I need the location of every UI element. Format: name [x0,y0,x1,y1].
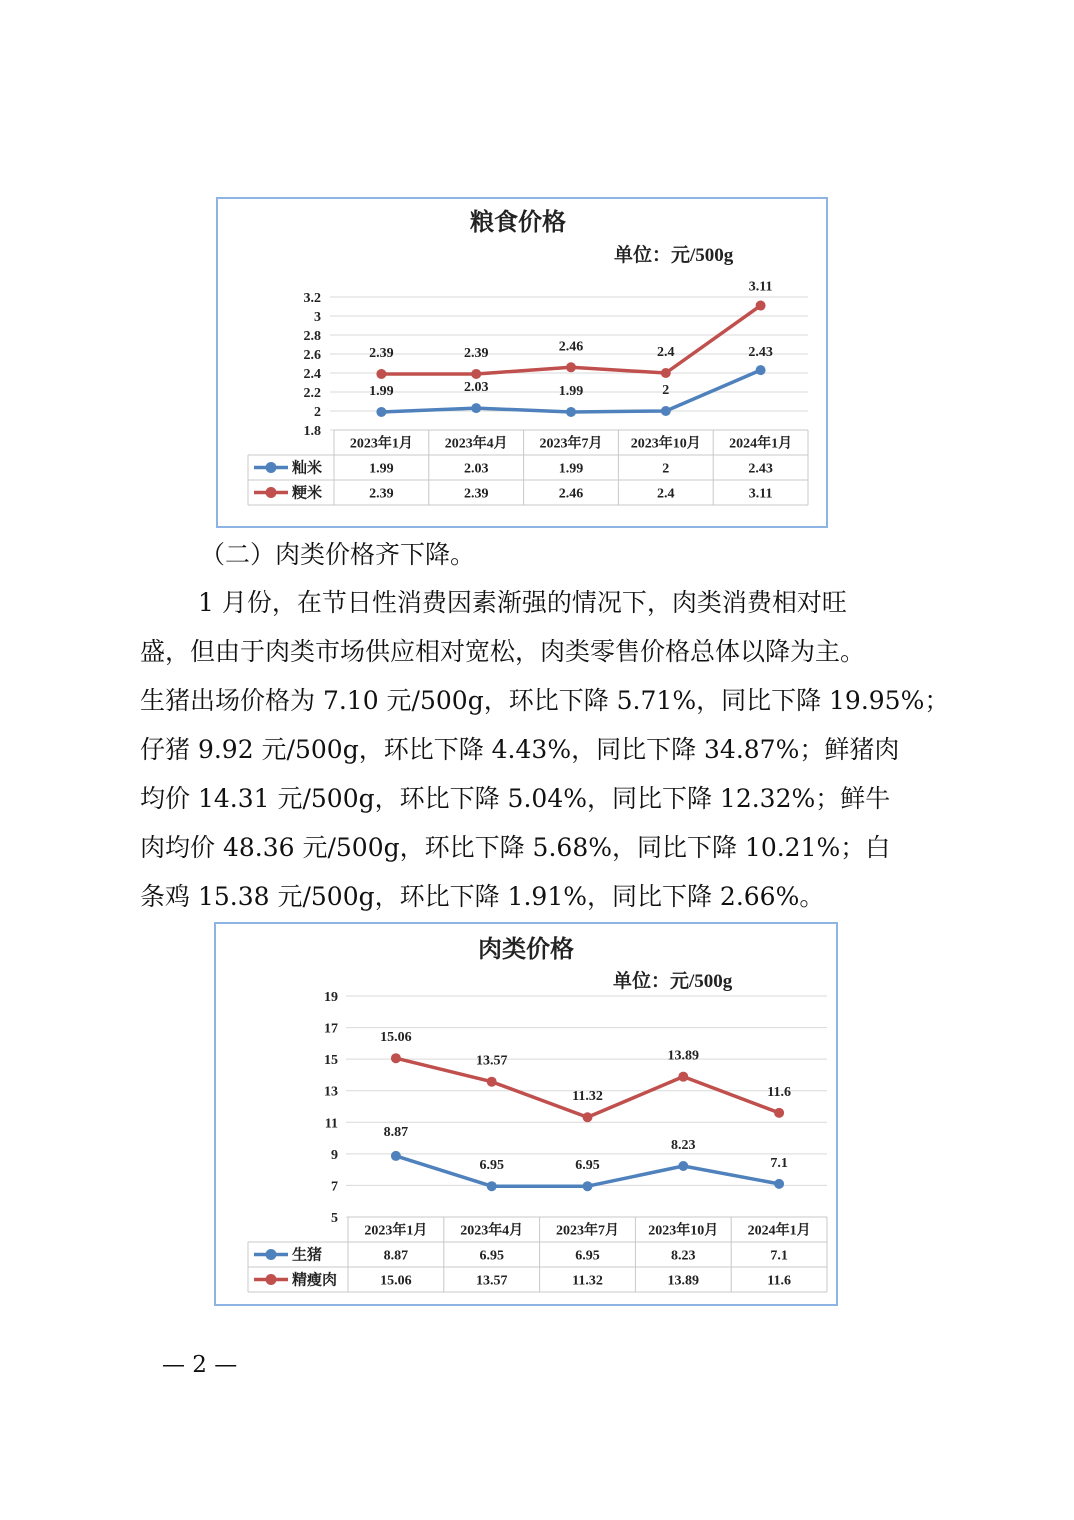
legend-marker [266,1274,277,1285]
paragraph-line: 生猪出场价格为 7.10 元/500g，环比下降 5.71%，同比下降 19.95%； [140,686,950,715]
y-tick-label: 11 [324,1116,338,1132]
y-tick-label: 2.4 [303,367,321,382]
table-cell: 8.23 [671,1248,696,1264]
data-point [678,1161,688,1171]
data-point [487,1077,497,1087]
data-label: 2.39 [463,345,489,361]
data-point [661,406,671,416]
table-cell: 11.32 [572,1273,603,1289]
data-label: 1.99 [369,383,394,399]
y-tick-label: 9 [331,1147,338,1163]
y-tick-label: 2.8 [303,329,321,344]
data-label: 2 [662,383,670,398]
legend-marker [266,1249,277,1260]
legend-marker [266,462,277,473]
table-cell: 2.39 [369,486,394,502]
meat-price-chart [214,922,838,1306]
chart-title: 粮食价格 [470,210,566,236]
table-cell: 15.06 [380,1273,412,1289]
y-tick-label: 3 [314,310,321,325]
table-cell: 2.46 [558,486,584,502]
data-label: 8.87 [383,1124,409,1140]
data-point [487,1181,497,1191]
table-cell: 2.03 [463,461,489,477]
y-tick-label: 19 [324,990,338,1005]
table-cell: 6.95 [479,1248,504,1264]
data-point [566,362,576,372]
table-cell: 1.99 [369,461,394,477]
table-cell: 13.57 [475,1273,508,1289]
data-label: 2.43 [748,345,773,361]
table-cell: 1.99 [558,461,584,477]
data-label: 3.11 [748,279,773,295]
table-cell: 13.89 [667,1273,700,1289]
legend-label: 精瘦肉 [292,1272,338,1289]
grain-price-chart [216,197,828,528]
paragraph-line: 仔猪 9.92 元/500g，环比下降 4.43%，同比下降 34.87%；鲜猪肉 [140,735,900,764]
y-tick-label: 1.8 [303,424,321,439]
legend-label: 粳米 [292,485,323,502]
paragraph-line: 1 月份，在节日性消费因素渐强的情况下，肉类消费相对旺 [198,588,847,617]
series-line [396,1058,779,1117]
category-label: 2023年10月 [648,1223,719,1239]
data-point [756,301,766,311]
data-label: 13.57 [475,1053,508,1069]
data-label: 11.32 [572,1089,603,1105]
category-label: 2023年1月 [349,436,413,452]
table-cell: 8.87 [383,1248,409,1264]
paragraph-line: 条鸡 15.38 元/500g，环比下降 1.91%，同比下降 2.66%。 [140,882,825,911]
table-cell: 3.11 [748,486,773,502]
data-label: 2.39 [369,345,394,361]
category-label: 2023年4月 [460,1223,524,1239]
y-tick-label: 2.2 [303,386,321,401]
category-label: 2023年10月 [630,436,701,452]
data-point [376,407,386,417]
data-point [774,1108,784,1118]
data-point [774,1179,784,1189]
data-point [391,1151,401,1161]
unit-label: 单位：元/500g [614,245,734,266]
y-tick-label: 5 [331,1211,338,1226]
legend-label: 籼米 [292,460,323,477]
category-label: 2023年1月 [364,1223,428,1239]
chart-title: 肉类价格 [478,937,574,963]
data-point [376,369,386,379]
data-label: 6.95 [479,1158,504,1174]
data-label: 2.03 [463,380,489,396]
y-tick-label: 17 [324,1021,338,1037]
data-point [678,1072,688,1082]
category-label: 2023年7月 [539,436,603,452]
data-point [471,403,481,413]
y-tick-label: 3.2 [303,291,321,306]
data-point [756,365,766,375]
paragraph-line: 盛，但由于肉类市场供应相对宽松，肉类零售价格总体以降为主。 [140,637,866,666]
table-cell: 2 [662,461,670,477]
data-point [583,1181,593,1191]
paragraph-line: 均价 14.31 元/500g，环比下降 5.04%，同比下降 12.32%；鲜牛 [140,784,891,813]
legend-label: 生猪 [292,1247,323,1264]
table-cell: 7.1 [770,1248,788,1264]
unit-label: 单位：元/500g [613,971,733,992]
data-point [471,369,481,379]
table-cell: 2.4 [657,486,675,502]
data-point [661,368,671,378]
section-heading: （二）肉类价格齐下降。 [200,540,476,569]
data-label: 15.06 [380,1030,412,1046]
page-number: — 2 — [162,1352,238,1378]
table-cell: 2.43 [748,461,773,477]
data-point [583,1112,593,1122]
table-cell: 11.6 [767,1273,791,1289]
data-label: 13.89 [667,1048,700,1064]
data-label: 2.46 [558,339,584,355]
category-label: 2023年7月 [556,1223,619,1239]
data-label: 6.95 [575,1158,600,1174]
y-tick-label: 2.6 [303,348,321,363]
y-tick-label: 2 [314,405,321,420]
body-paragraph [140,578,950,921]
data-label: 1.99 [558,383,584,399]
data-label: 8.23 [671,1138,696,1154]
data-label: 7.1 [770,1155,788,1171]
grain-price-chart-svg [218,199,826,526]
category-label: 2023年4月 [444,436,508,452]
data-point [566,407,576,417]
paragraph-line: 肉均价 48.36 元/500g，环比下降 5.68%，同比下降 10.21%；白 [140,833,891,862]
data-label: 2.4 [657,345,675,360]
y-tick-label: 13 [324,1084,338,1100]
data-label: 11.6 [767,1084,791,1100]
meat-price-chart-svg [216,924,836,1304]
category-label: 2024年1月 [747,1223,811,1239]
table-cell: 6.95 [575,1248,600,1264]
y-tick-label: 7 [331,1179,338,1195]
legend-marker [266,487,277,498]
data-point [391,1053,401,1063]
y-tick-label: 15 [324,1053,338,1069]
category-label: 2024年1月 [729,436,793,452]
table-cell: 2.39 [463,486,489,502]
